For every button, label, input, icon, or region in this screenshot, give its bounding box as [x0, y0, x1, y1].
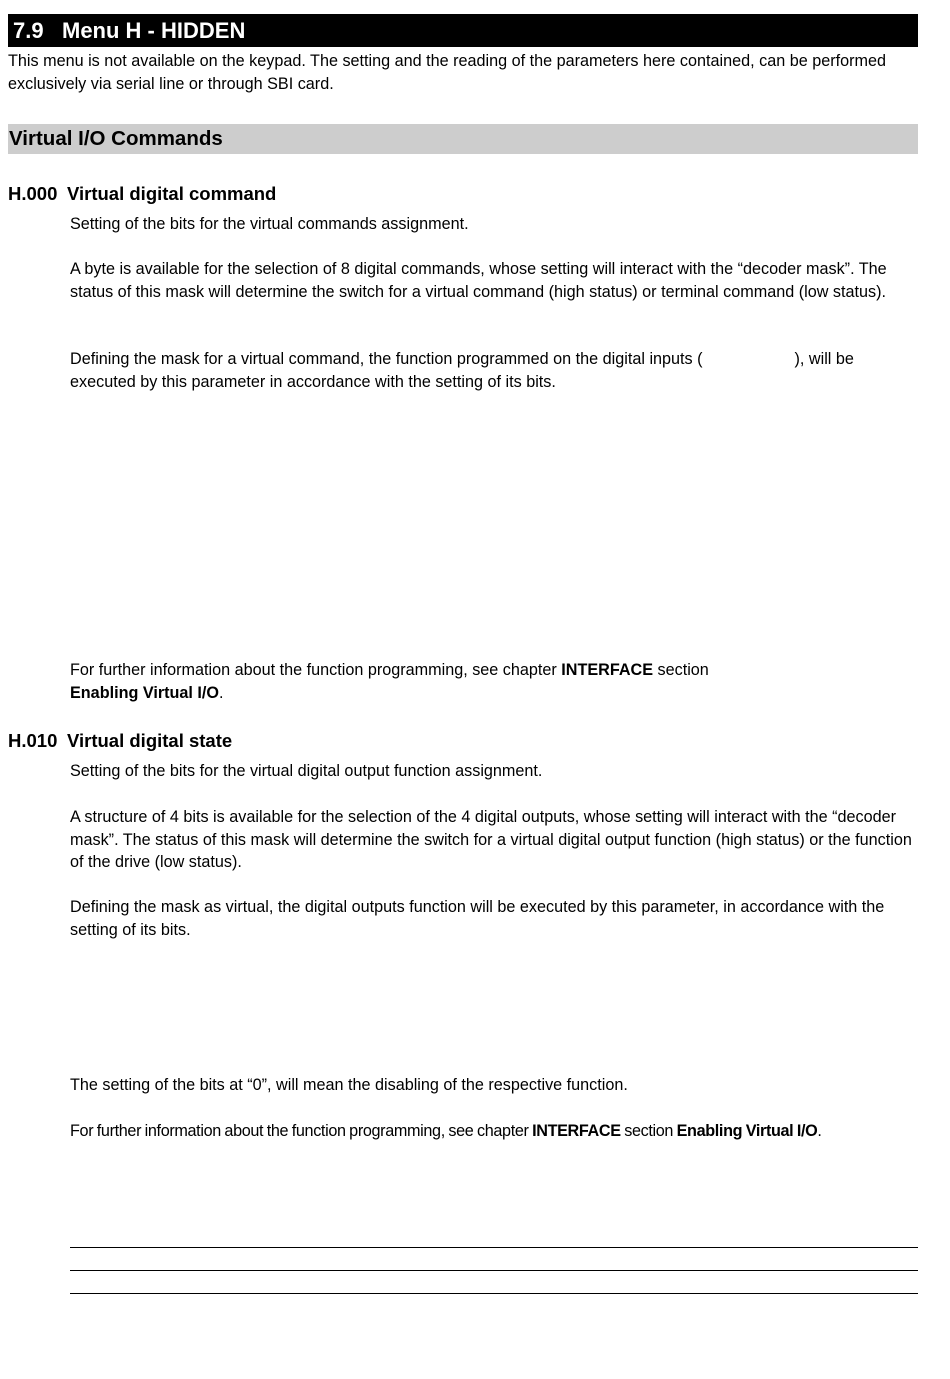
section-title: Virtual I/O Commands: [9, 127, 223, 150]
h000-p3-end: ), will be executed by this parameter in accordance with the setting of its bits.: [70, 350, 854, 391]
param-heading-h010: [8, 729, 232, 753]
chapter-reference: INTERFACE: [532, 1122, 621, 1140]
section-reference: Enabling Virtual I/O: [676, 1122, 818, 1140]
param-code: H.010: [8, 730, 58, 751]
note-line: [70, 1293, 918, 1294]
further-info-text: For further information about the function programming, see chapter: [70, 1122, 533, 1140]
section-number: 7.9: [13, 18, 44, 43]
h000-further-info: [70, 659, 918, 704]
param-name: Virtual digital command: [67, 183, 277, 204]
param-name: Virtual digital state: [67, 730, 233, 751]
h010-paragraph-2: A structure of 4 bits is available for the selection of the 4 digital outputs, whose setting will interact with the “decoder mask”. The status of this mask will determine the switch for a virtual digital output function (high status) or the function of the drive (low status).: [70, 808, 912, 871]
further-info-text: For further information about the function programming, see chapter: [70, 661, 562, 679]
note-line: [70, 1247, 918, 1248]
page-title: [13, 17, 245, 45]
h010-further-info: [70, 1120, 918, 1143]
h010-paragraph-1: Setting of the bits for the virtual digital output function assignment.: [70, 762, 543, 780]
note-line: [70, 1270, 918, 1271]
h010-paragraph-4: The setting of the bits at “0”, will mean the disabling of the respective function.: [70, 1076, 628, 1094]
param-code: H.000: [8, 183, 58, 204]
further-info-end: .: [817, 1122, 822, 1140]
h000-paragraph-3: [70, 348, 918, 393]
chapter-reference: INTERFACE: [561, 661, 654, 679]
further-info-section-word: section: [653, 661, 709, 679]
section-reference: Enabling Virtual I/O: [70, 683, 220, 702]
h010-paragraph-3: Defining the mask as virtual, the digital outputs function will be executed by this parameter, in accordance with the setting of its bits.: [70, 898, 885, 939]
further-info-end: .: [219, 683, 224, 702]
h000-p3-start: Defining the mask for a virtual command, the function programmed on the digital inputs (: [70, 350, 703, 368]
menu-title-text: Menu H - HIDDEN: [62, 18, 246, 43]
intro-paragraph: This menu is not available on the keypad. The setting and the reading of the parameters here contained, can be performed exclusively via serial line or through SBI card.: [8, 52, 886, 93]
further-info-section-word: section: [620, 1122, 677, 1140]
h000-paragraph-1: Setting of the bits for the virtual commands assignment.: [70, 215, 469, 233]
param-heading-h000: [8, 182, 276, 206]
h000-paragraph-2: A byte is available for the selection of 8 digital commands, whose setting will interact with the “decoder mask”. The status of this mask will determine the switch for a virtual command (high status) or terminal command (low status).: [70, 260, 887, 301]
